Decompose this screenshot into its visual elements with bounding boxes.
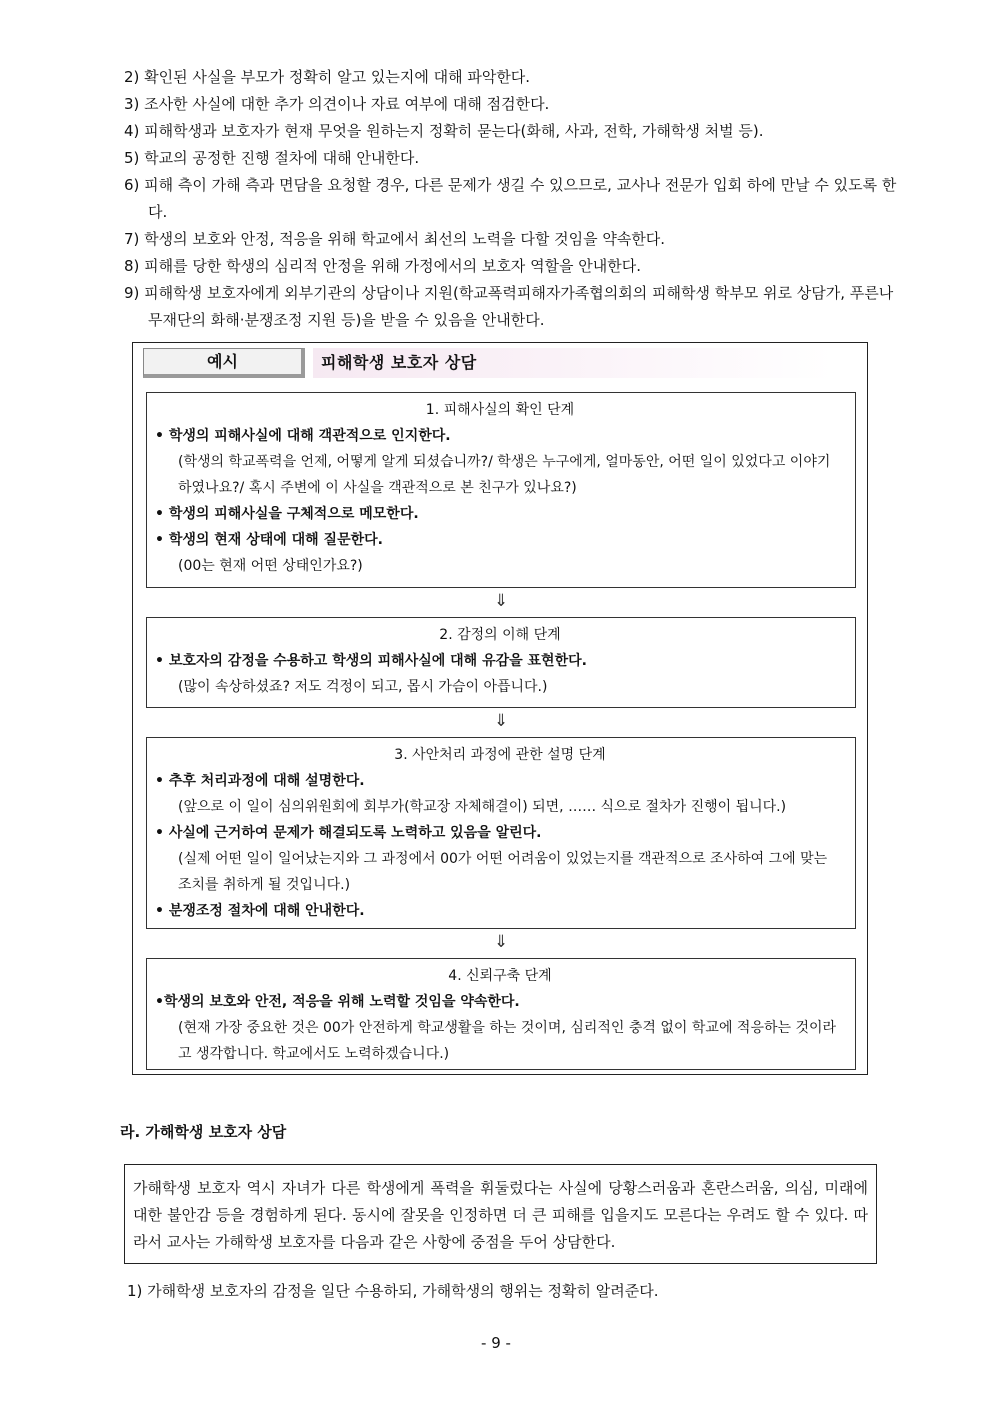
example-tag: 예시 bbox=[143, 348, 305, 378]
stage-note: (00는 현재 어떤 상태인가요?) bbox=[178, 558, 363, 574]
stage-bullet: • 학생의 피해사실에 대해 객관적으로 인지한다. bbox=[155, 428, 451, 444]
stage-note: (실제 어떤 일이 일어났는지와 그 과정에서 00가 어떤 어려움이 있었는지를 객관적으로 조사하여 그에 맞는 조치를 취하게 될 것입니다.) bbox=[178, 851, 828, 893]
stage-bullet: • 학생의 현재 상태에 대해 질문한다. bbox=[155, 532, 383, 548]
stage-bullet: •학생의 보호와 안전, 적응을 위해 노력할 것임을 약속한다. bbox=[155, 994, 520, 1010]
stage-title: 3. 사안처리 과정에 관한 설명 단계 bbox=[394, 747, 606, 763]
intro-box: 가해학생 보호자 역시 자녀가 다른 학생에게 폭력을 휘둘렀다는 사실에 당황스러움과 혼란스러움, 의심, 미래에 대한 불안감 등을 경험하게 된다. 동시에 잘못을 인정하면 더 큰 피해를 입을지도 모른다는 우려도 할 수 있다. 따라서 교사는 가해학생 보호자를 다음과 같은 사항에 중점을 두어 상담한다. bbox=[124, 1164, 877, 1264]
stage-title: 2. 감정의 이해 단계 bbox=[439, 627, 561, 643]
stage-2-box bbox=[146, 617, 856, 708]
stage-note: (학생의 학교폭력을 언제, 어떻게 알게 되셨습니까?/ 학생은 누구에게, 얼마동안, 어떤 일이 있었다고 이야기 하였나요?/ 혹시 주변에 이 사실을 객관적으로 본 친구가 있나요?) bbox=[178, 454, 831, 496]
list-item: 3) 조사한 사실에 대한 추가 의견이나 자료 여부에 대해 점검한다. bbox=[124, 95, 550, 113]
list-item: 7) 학생의 보호와 안정, 적응을 위해 학교에서 최선의 노력을 다할 것임을 약속한다. bbox=[124, 230, 666, 248]
stage-bullet: • 보호자의 감정을 수용하고 학생의 피해사실에 대해 유감을 표현한다. bbox=[155, 653, 587, 669]
list-item: 1) 가해학생 보호자의 감정을 일단 수용하되, 가해학생의 행위는 정확히 알려준다. bbox=[127, 1282, 659, 1300]
list-item: 6) 피해 측이 가해 측과 면담을 요청할 경우, 다른 문제가 생길 수 있으므로, 교사나 전문가 입회 하에 만날 수 있도록 한다. bbox=[124, 176, 897, 221]
list-item: 5) 학교의 공정한 진행 절차에 대해 안내한다. bbox=[124, 149, 420, 167]
list-item: 9) 피해학생 보호자에게 외부기관의 상담이나 지원(학교폭력피해자가족협의회의 피해학생 학부모 위로 상담가, 푸른나무재단의 화해·분쟁조정 지원 등)을 받을 수 있음을 안내한다. bbox=[124, 284, 894, 329]
stage-4-box bbox=[146, 958, 856, 1070]
section-heading: 라. 가해학생 보호자 상담 bbox=[120, 1123, 287, 1141]
list-item: 4) 피해학생과 보호자가 현재 무엇을 원하는지 정확히 묻는다(화해, 사과, 전학, 가해학생 처벌 등). bbox=[124, 122, 764, 140]
down-arrow-icon: ⇓ bbox=[493, 932, 509, 952]
stage-bullet: • 추후 처리과정에 대해 설명한다. bbox=[155, 773, 365, 789]
stage-3-box bbox=[146, 737, 856, 929]
stage-bullet: • 학생의 피해사실을 구체적으로 메모한다. bbox=[155, 506, 419, 522]
example-title: 피해학생 보호자 상담 bbox=[313, 348, 833, 378]
stage-note: (많이 속상하셨죠? 저도 걱정이 되고, 몹시 가슴이 아픕니다.) bbox=[178, 679, 548, 695]
stage-bullet: • 사실에 근거하여 문제가 해결되도록 노력하고 있음을 알린다. bbox=[155, 825, 542, 841]
down-arrow-icon: ⇓ bbox=[493, 711, 509, 731]
list-item: 8) 피해를 당한 학생의 심리적 안정을 위해 가정에서의 보호자 역할을 안내한다. bbox=[124, 257, 642, 275]
stage-title: 4. 신뢰구축 단계 bbox=[448, 968, 552, 984]
stage-bullet: • 분쟁조정 절차에 대해 안내한다. bbox=[155, 903, 365, 919]
page-number: - 9 - bbox=[481, 1334, 511, 1352]
numbered-list bbox=[124, 64, 904, 334]
stage-title: 1. 피해사실의 확인 단계 bbox=[425, 402, 575, 418]
down-arrow-icon: ⇓ bbox=[493, 591, 509, 611]
example-box bbox=[132, 342, 868, 1075]
stage-1-box bbox=[146, 392, 856, 588]
stage-note: (앞으로 이 일이 심의위원회에 회부가(학교장 자체해결이) 되면, …… 식으로 절차가 진행이 됩니다.) bbox=[178, 799, 787, 815]
stage-note: (현재 가장 중요한 것은 00가 안전하게 학교생활을 하는 것이며, 심리적인 충격 없이 학교에 적응하는 것이라고 생각합니다. 학교에서도 노력하겠습니다.) bbox=[178, 1020, 837, 1062]
list-item: 2) 확인된 사실을 부모가 정확히 알고 있는지에 대해 파악한다. bbox=[124, 68, 531, 86]
